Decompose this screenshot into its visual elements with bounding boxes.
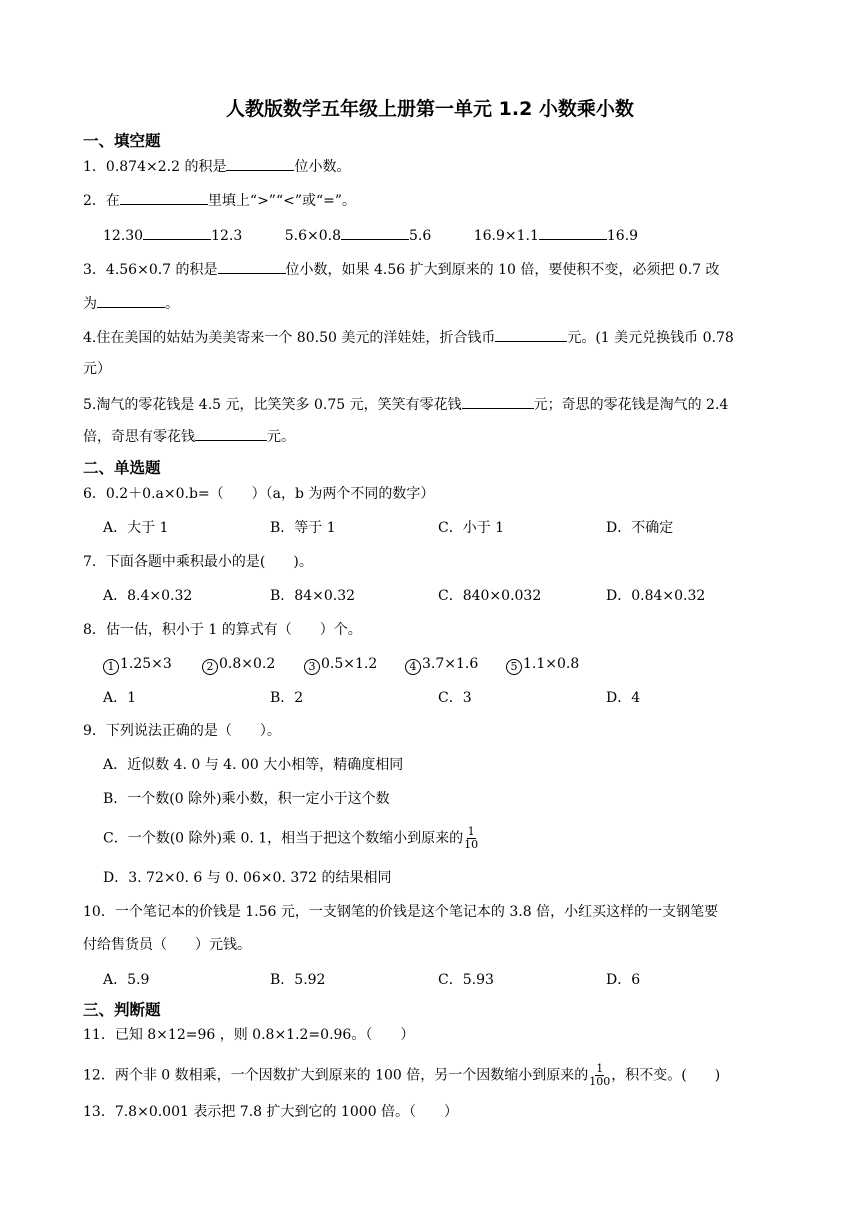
option-c[interactable]: C．小于 1 (438, 520, 505, 536)
question-3: 3．4.56×0.7 的积是 位小数，如果 4.56 扩大到原来的 10 倍，要使积不变，必须把 0.7 改 (83, 259, 720, 280)
question-5-line2: 倍，奇思有零花钱 元。 (83, 426, 295, 447)
option-b[interactable]: B．一个数(0 除外)乘小数，积一定小于这个数 (103, 791, 390, 807)
question-9: 9．下列说法正确的是（ ）。 (83, 723, 281, 739)
option-d[interactable]: D．4 (606, 690, 641, 706)
question-7: 7．下面各题中乘积最小的是( )。 (83, 554, 313, 570)
expression-item: 4 3.7×1.6 (405, 654, 478, 675)
question-13: 13．7.8×0.001 表示把 7.8 扩大到它的 1000 倍。（ ） (83, 1104, 459, 1120)
question-11: 11．已知 8×12=96 ，则 0.8×1.2=0.96。（ ） (83, 1027, 415, 1043)
compare-item: 12.30 12.3 (103, 225, 242, 246)
question-12: 12．两个非 0 数相乘，一个因数扩大到原来的 100 倍，另一个因数缩小到原来的 $\frac{1}{100}$ ，积不变。( ) (83, 1062, 721, 1088)
answer-blank[interactable] (120, 190, 208, 205)
circled-number: 4 (405, 659, 421, 675)
circled-number: 2 (202, 659, 218, 675)
option-a[interactable]: A．近似数 4. 0 与 4. 00 大小相等，精确度相同 (103, 757, 404, 773)
option-b[interactable]: B．2 (270, 690, 304, 706)
question-10: 10．一个笔记本的价钱是 1.56 元，一支钢笔的价钱是这个笔记本的 3.8 倍，小红买这样的一支钢笔要 (83, 904, 719, 920)
answer-blank[interactable] (341, 225, 409, 240)
option-b[interactable]: B．5.92 (270, 972, 326, 988)
answer-blank[interactable] (218, 259, 286, 274)
option-c[interactable]: C．840×0.032 (438, 588, 542, 604)
answer-blank[interactable] (195, 426, 267, 441)
option-c[interactable]: C．3 (438, 690, 472, 706)
section-true-false-heading: 三、判断题 (83, 1001, 161, 1019)
option-c[interactable]: C．5.93 (438, 972, 494, 988)
question-4: 4.住在美国的姑姑为美美寄来一个 80.50 美元的洋娃娃，折合钱币 元。(1 美元兑换钱币 0.78 (83, 327, 734, 348)
question-5: 5.淘气的零花钱是 4.5 元，比笑笑多 0.75 元，笑笑有零花钱 元；奇思的零花钱是淘气的 2.4 (83, 394, 728, 415)
answer-blank[interactable] (97, 293, 165, 308)
compare-item: 16.9×1.1 16.9 (474, 225, 638, 246)
question-1: 1．0.874×2.2 的积是 位小数。 (83, 156, 350, 177)
option-d[interactable]: D．3. 72×0. 6 与 0. 06×0. 372 的结果相同 (103, 870, 392, 886)
option-a[interactable]: A．5.9 (103, 972, 150, 988)
answer-blank[interactable] (462, 394, 534, 409)
answer-blank[interactable] (495, 327, 567, 342)
option-b[interactable]: B．等于 1 (270, 520, 336, 536)
fraction: $\frac{1}{10}$ (464, 825, 479, 851)
option-a[interactable]: A．8.4×0.32 (103, 588, 193, 604)
answer-blank[interactable] (226, 156, 294, 171)
option-c[interactable]: C．一个数(0 除外)乘 0. 1，相当于把这个数缩小到原来的 $\frac{1}{10}$ (103, 825, 479, 851)
expression-item: 3 0.5×1.2 (304, 654, 377, 675)
compare-item: 5.6×0.8 5.6 (285, 225, 432, 246)
section-fill-in-heading: 一、填空题 (83, 132, 161, 150)
section-single-choice-heading: 二、单选题 (83, 459, 161, 477)
circled-number: 1 (103, 659, 119, 675)
fraction: $\frac{1}{100}$ (589, 1062, 611, 1088)
option-a[interactable]: A．大于 1 (103, 520, 169, 536)
question-8: 8．估一估，积小于 1 的算式有（ ）个。 (83, 622, 362, 638)
page-title: 人教版数学五年级上册第一单元 1.2 小数乘小数 (226, 98, 634, 120)
answer-blank[interactable] (539, 225, 607, 240)
question-3-line2: 为 。 (83, 293, 179, 314)
question-2: 2．在 里填上“>”“<”或“=”。 (83, 190, 356, 211)
question-10-line2: 付给售货员（ ）元钱。 (83, 937, 251, 953)
question-6: 6．0.2＋0.a×0.b=（ ）（a，b 为两个不同的数字） (83, 486, 435, 502)
expression-item: 1 1.25×3 (103, 654, 172, 675)
expression-item: 2 0.8×0.2 (202, 654, 275, 675)
expression-item: 5 1.1×0.8 (506, 654, 579, 675)
circled-number: 5 (506, 659, 522, 675)
question-2-items (103, 225, 638, 246)
option-d[interactable]: D．不确定 (606, 520, 674, 536)
question-4-line2: 元） (83, 361, 111, 377)
option-d[interactable]: D．0.84×0.32 (606, 588, 706, 604)
circled-number: 3 (304, 659, 320, 675)
option-a[interactable]: A．1 (103, 690, 137, 706)
option-d[interactable]: D．6 (606, 972, 641, 988)
option-b[interactable]: B．84×0.32 (270, 588, 356, 604)
answer-blank[interactable] (143, 225, 211, 240)
